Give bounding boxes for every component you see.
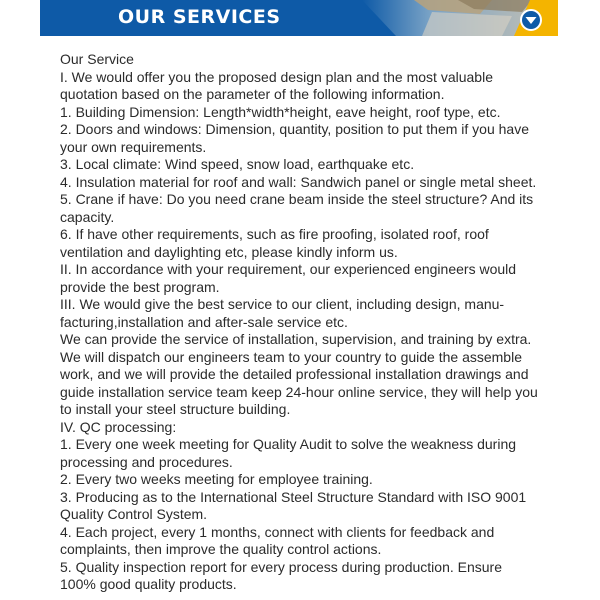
paragraph: III. We would give the best service to our client, including design, manu- facturing,installation and after-sale service etc. [60,296,505,330]
paragraph: 2. Doors and windows: Dimension, quantity, position to put them if you have your own requirements. [60,121,529,155]
paragraph: II. In accordance with your requirement, our experienced engineers would provide the best program. [60,261,517,295]
paragraph: We can provide the service of installation, supervision, and training by extra. We will dispatch our engineers team to your country to guide the assemble work, and we will provide the detailed professional installation drawings and guide installation service team keep 24-hour online service, they will help you to install your steel structure building. [60,331,538,417]
paragraph: 4. Each project, every 1 months, connect with clients for feedback and complaints, then improve the quality control actions. [60,523,495,557]
section-heading: IV. QC processing: [60,418,177,435]
paragraph: 3. Local climate: Wind speed, snow load, earthquake etc. [60,156,415,172]
service-description [60,51,540,594]
paragraph: I. We would offer you the proposed design plan and the most valuable quotation based on the parameter of the following information. [60,68,493,102]
paragraph: 3. Producing as to the International Steel Structure Standard with ISO 9001 Quality Control System. [60,488,527,522]
paragraph: 2. Every two weeks meeting for employee training. [60,471,373,487]
chevron-down-icon[interactable] [520,9,542,31]
paragraph: 4. Insulation material for roof and wall: Sandwich panel or single metal sheet. [60,173,537,190]
services-banner [40,0,558,36]
paragraph: 1. Building Dimension: Length*width*height, eave height, roof type, etc. [60,103,501,120]
section-title: OUR SERVICES [118,6,281,28]
paragraph: 1. Every one week meeting for Quality Audit to solve the weakness during processing and procedures. [60,436,517,470]
paragraph: 6. If have other requirements, such as fire proofing, isolated roof, roof ventilation and daylighting etc, please kindly inform us. [60,226,489,260]
section-heading: Our Service [60,51,134,67]
paragraph: 5. Crane if have: Do you need crane beam inside the steel structure? And its capacity. [60,191,534,225]
paragraph: 5. Quality inspection report for every process during production. Ensure 100% good quality products. [60,558,503,592]
